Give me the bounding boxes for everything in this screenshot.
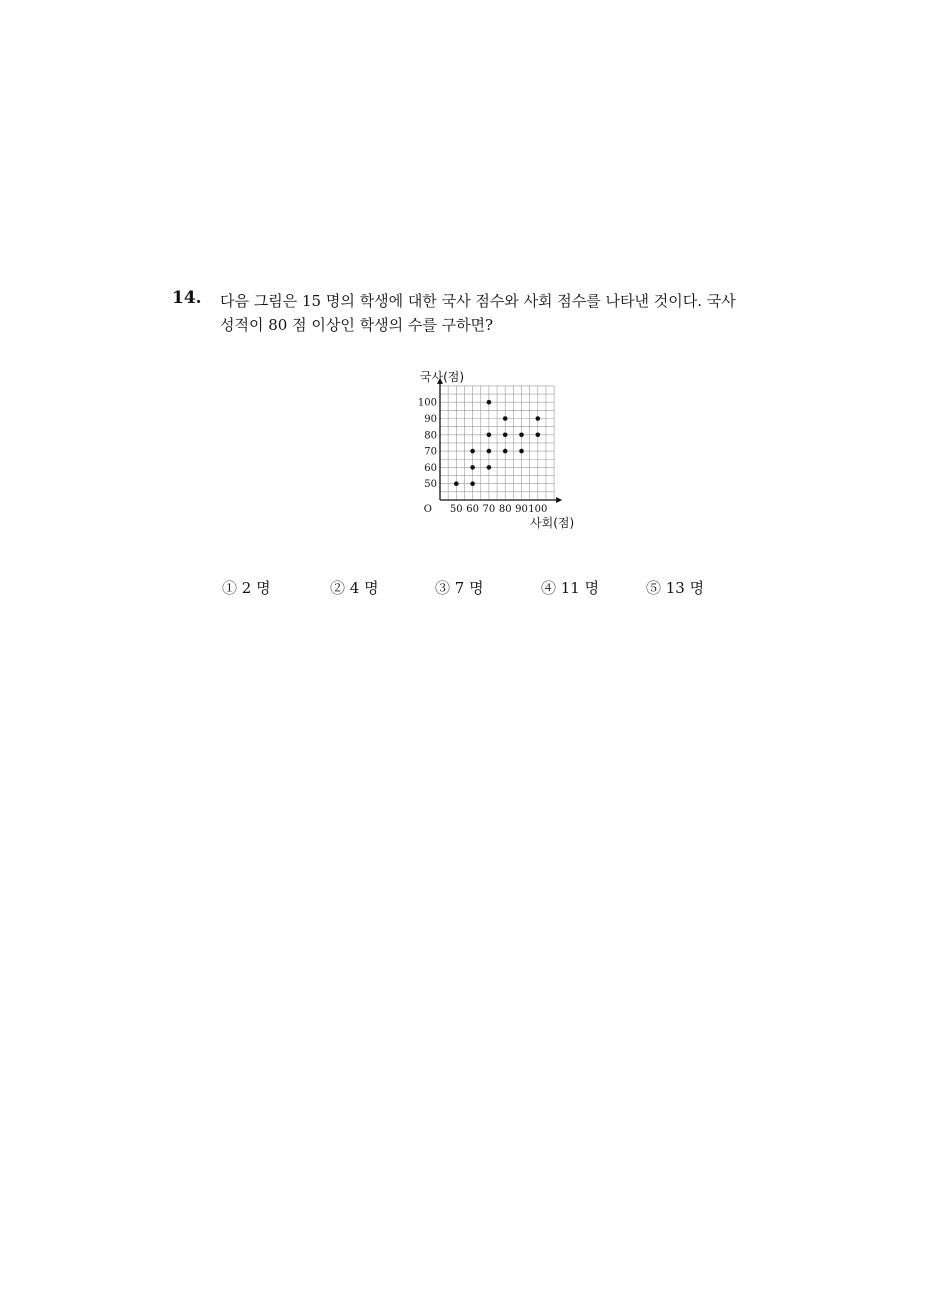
data-point	[503, 416, 508, 421]
y-tick-label: 90	[424, 414, 437, 425]
data-point	[454, 481, 459, 486]
y-tick-label: 70	[424, 446, 437, 458]
data-point	[470, 481, 475, 486]
x-tick-label: 60	[466, 504, 479, 515]
data-point	[470, 449, 475, 454]
scatter-plot	[390, 365, 580, 535]
data-point	[487, 449, 492, 454]
problem-number: 14.	[172, 288, 202, 308]
x-tick-label: 80	[498, 504, 512, 515]
data-point	[487, 465, 492, 470]
question-line-2: 성적이 80 점 이상인 학생의 수를 구하면?	[220, 316, 494, 334]
y-tick-label: 50	[424, 479, 437, 491]
data-point	[487, 433, 492, 438]
data-point	[519, 449, 524, 454]
data-point	[519, 433, 524, 438]
x-tick-label: 50	[449, 504, 463, 515]
question-line-1: 다음 그림은 15 명의 학생에 대한 국사 점수와 사회 점수를 나타낸 것이다. 국사	[220, 292, 736, 310]
data-point	[487, 400, 492, 405]
x-axis-title: 사회(점)	[530, 516, 575, 530]
data-point	[503, 433, 508, 438]
y-tick-label: 80	[424, 430, 437, 442]
y-tick-label: 60	[424, 462, 437, 474]
data-point	[536, 416, 541, 421]
x-axis-arrow-icon	[556, 497, 562, 503]
data-point	[536, 433, 541, 438]
choice-3[interactable]: ③ 7 명	[435, 579, 484, 597]
x-tick-label: 70	[482, 504, 496, 515]
y-tick-label: 100	[417, 397, 437, 409]
data-point	[503, 449, 508, 454]
data-point	[470, 465, 475, 470]
choice-4[interactable]: ④ 11 명	[541, 579, 600, 597]
x-tick-label: 90	[515, 504, 528, 515]
choice-2[interactable]: ② 4 명	[330, 579, 379, 597]
choice-1[interactable]: ① 2 명	[222, 579, 271, 597]
question-text	[220, 289, 780, 337]
x-tick-label: 100	[528, 504, 548, 515]
choice-5[interactable]: ⑤ 13 명	[646, 579, 705, 597]
y-axis-title: 국사(점)	[419, 370, 465, 384]
origin-label: O	[423, 504, 432, 515]
